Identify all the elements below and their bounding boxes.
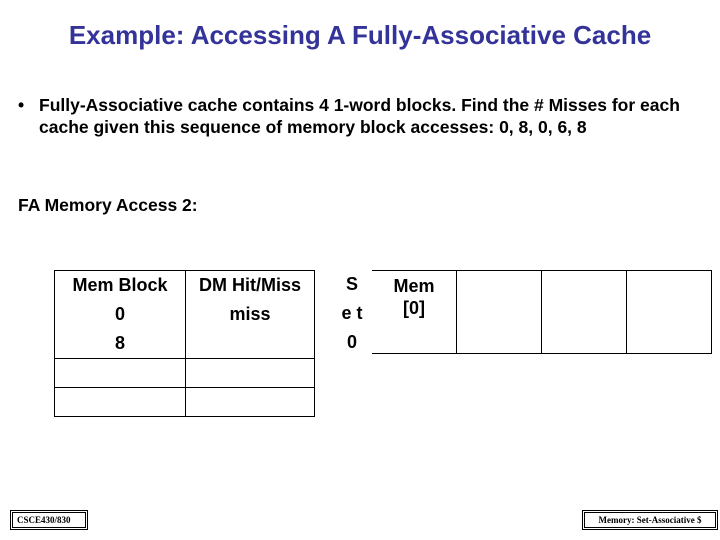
bullet-marker: • bbox=[18, 95, 25, 115]
footer-topic-text: Memory: Set-Associative $ bbox=[584, 512, 716, 528]
hit-miss-column bbox=[186, 271, 315, 359]
cache-blocks bbox=[372, 270, 712, 354]
cache-block-line: [0] bbox=[403, 298, 425, 318]
cache-block bbox=[542, 271, 627, 354]
mem-block-column bbox=[55, 271, 186, 359]
cache-block bbox=[627, 271, 712, 354]
footer-course bbox=[10, 510, 88, 530]
subheading: FA Memory Access 2: bbox=[18, 195, 198, 215]
footer-course-text: CSCE430/830 bbox=[12, 512, 86, 528]
bullet-point bbox=[18, 94, 698, 138]
empty-cell bbox=[186, 359, 315, 388]
set-label-line: S bbox=[345, 274, 358, 294]
access-table bbox=[54, 270, 315, 417]
empty-cell bbox=[186, 388, 315, 417]
set-label bbox=[326, 270, 378, 357]
slide-title: Example: Accessing A Fully-Associative Cache bbox=[68, 20, 652, 50]
bullet-text: Fully-Associative cache contains 4 1-word blocks. Find the # Misses for each cache given this sequence of memory block accesses: 0, 8, 0, 6, 8 bbox=[39, 95, 680, 137]
mem-block-value: 0 bbox=[114, 304, 125, 324]
mem-block-header: Mem Block bbox=[72, 275, 168, 295]
cache-block bbox=[372, 271, 457, 354]
cache-block-line: Mem bbox=[393, 276, 435, 296]
set-label-line: 0 bbox=[346, 332, 357, 352]
set-label-line: e t bbox=[341, 303, 363, 323]
footer-topic bbox=[582, 510, 718, 530]
hit-miss-value: miss bbox=[229, 304, 271, 324]
cache-block bbox=[457, 271, 542, 354]
hit-miss-header: DM Hit/Miss bbox=[198, 275, 301, 295]
empty-cell bbox=[55, 388, 186, 417]
empty-cell bbox=[55, 359, 186, 388]
mem-block-value: 8 bbox=[114, 333, 125, 353]
